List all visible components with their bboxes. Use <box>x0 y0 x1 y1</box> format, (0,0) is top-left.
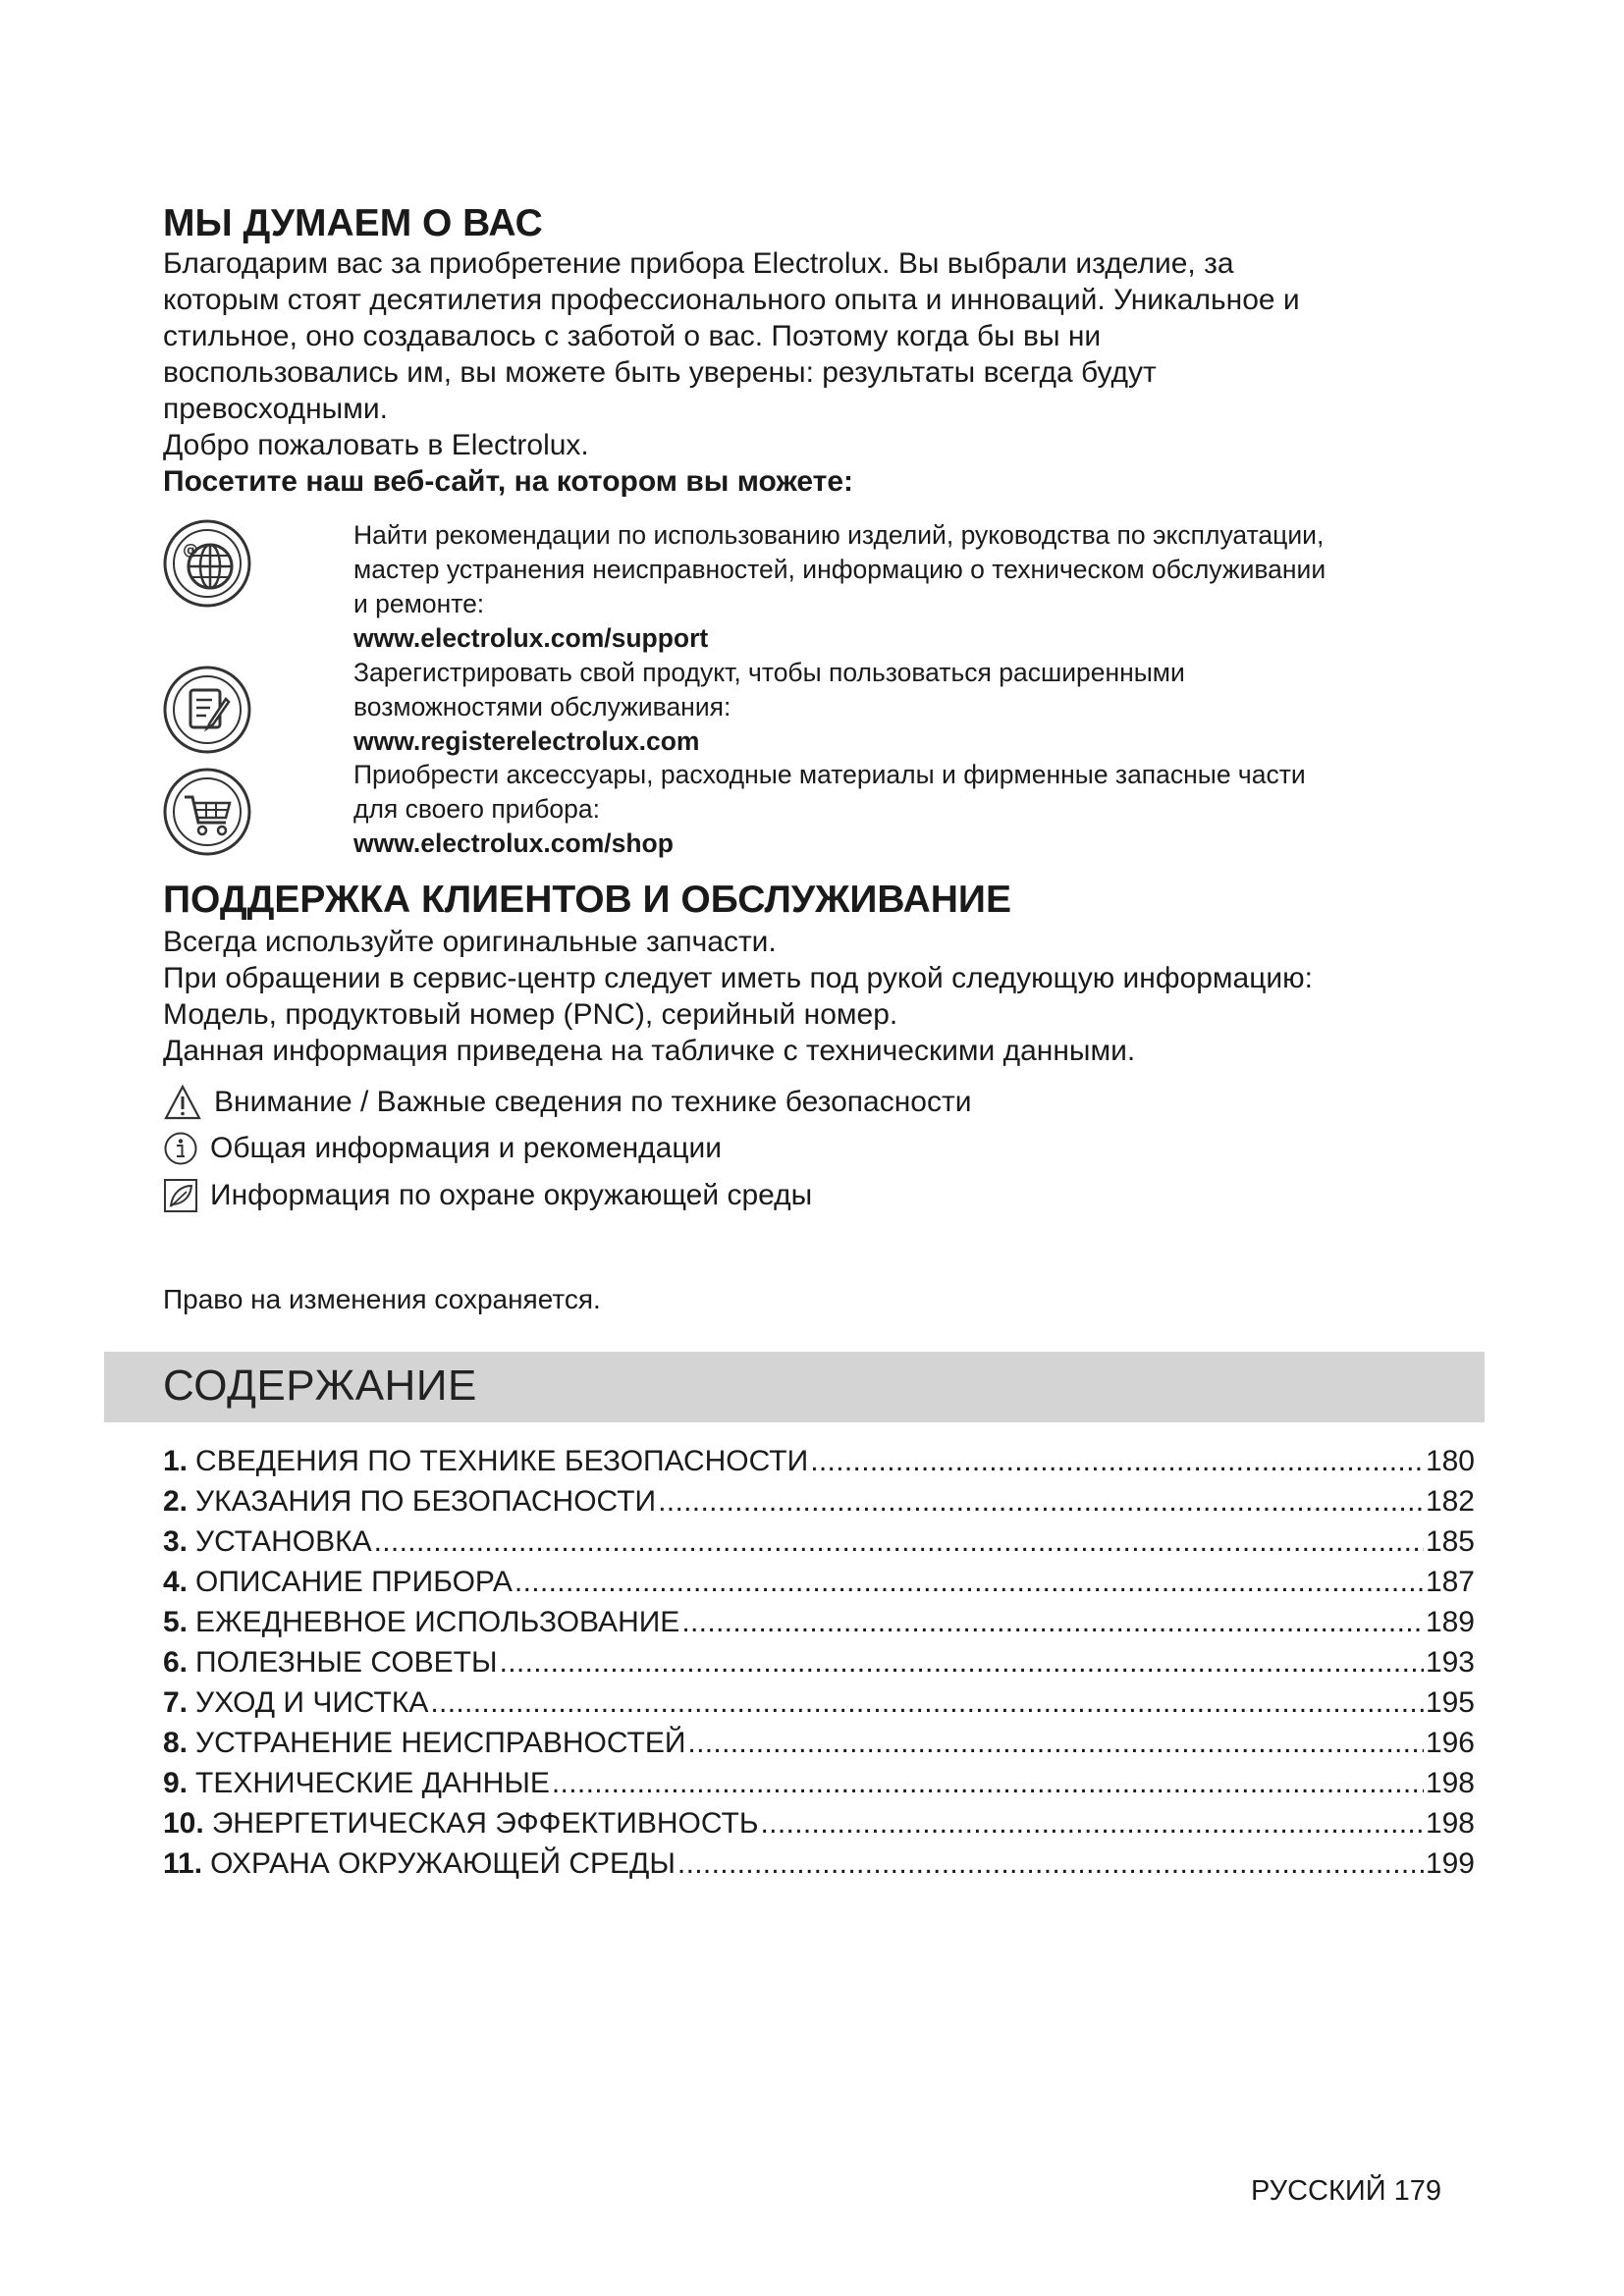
web-item-line: для своего прибора: <box>353 794 600 824</box>
web-item-line: Найти рекомендации по использованию изделий, руководства по эксплуатации, <box>353 520 1325 550</box>
toc-item-page: 180 <box>1425 1445 1475 1477</box>
toc-item[interactable] <box>163 1682 1475 1723</box>
toc-item[interactable] <box>163 1481 1475 1522</box>
legend-info <box>163 1129 722 1168</box>
toc-item-number: 1. <box>163 1445 189 1477</box>
toc-item-number: 8. <box>163 1727 189 1759</box>
toc-item-label: ЭНЕРГЕТИЧЕСКАЯ ЭФФЕКТИВНОСТЬ <box>211 1807 759 1840</box>
toc-item-number: 2. <box>163 1485 189 1518</box>
toc-item[interactable] <box>163 1843 1475 1884</box>
toc-leader-dots <box>810 1441 1424 1481</box>
toc-item[interactable] <box>163 1642 1475 1682</box>
intro-line: превосходными. <box>163 393 388 425</box>
support-line: Модель, продуктовый номер (PNC), серийный номер. <box>163 998 898 1031</box>
legend-environment <box>163 1176 812 1215</box>
web-item-line: и ремонте: <box>353 589 485 618</box>
web-item-line: возможностями обслуживания: <box>353 692 731 721</box>
toc-item-label: ЕЖЕДНЕВНОЕ ИСПОЛЬЗОВАНИЕ <box>195 1606 680 1638</box>
info-icon <box>163 1131 198 1166</box>
web-item-line: мастер устранения неисправностей, информацию о техническом обслуживании <box>353 555 1326 584</box>
toc-leader-dots <box>374 1522 1424 1562</box>
toc-leader-dots <box>761 1803 1424 1843</box>
toc-item-page: 198 <box>1425 1767 1475 1799</box>
toc-leader-dots <box>658 1481 1424 1522</box>
shop-url-link[interactable]: www.electrolux.com/shop <box>353 828 674 858</box>
toc-item[interactable] <box>163 1763 1475 1803</box>
toc-item-page: 199 <box>1425 1847 1475 1880</box>
toc-item[interactable] <box>163 1441 1475 1481</box>
intro-paragraph <box>163 245 1469 500</box>
toc-item-number: 4. <box>163 1566 189 1598</box>
toc-leader-dots <box>430 1682 1424 1723</box>
toc-item-label: УХОД И ЧИСТКА <box>195 1686 429 1719</box>
toc-item-page: 185 <box>1425 1525 1475 1558</box>
warning-triangle-icon <box>163 1084 202 1121</box>
web-item-support <box>353 518 1473 656</box>
support-url-link[interactable]: www.electrolux.com/support <box>353 623 709 653</box>
toc-item-label: ПОЛЕЗНЫЕ СОВЕТЫ <box>195 1646 498 1679</box>
toc-item-number: 10. <box>163 1807 204 1840</box>
page-footer-language-page-number: РУССКИЙ 179 <box>1250 2175 1441 2207</box>
toc-leader-dots <box>552 1763 1424 1803</box>
toc-item[interactable] <box>163 1562 1475 1602</box>
toc-title: СОДЕРЖАНИЕ <box>163 1362 477 1410</box>
intro-line: Благодарим вас за приобретение прибора Electrolux. Вы выбрали изделие, за <box>163 247 1234 280</box>
globe-icon <box>161 517 253 610</box>
section-title-we-think-of-you: МЫ ДУМАЕМ О ВАС <box>163 202 543 244</box>
svg-text:@: @ <box>183 540 198 559</box>
rights-reserved-note: Право на изменения сохраняется. <box>163 1284 601 1314</box>
shopping-cart-icon <box>161 766 253 858</box>
toc-item-label: ОХРАНА ОКРУЖАЮЩЕЙ СРЕДЫ <box>210 1847 676 1880</box>
intro-line: Добро пожаловать в Electrolux. <box>163 429 589 461</box>
visit-website-label: Посетите наш веб-сайт, на котором вы можете: <box>163 465 853 498</box>
section-title-customer-support: ПОДДЕРЖКА КЛИЕНТОВ И ОБСЛУЖИВАНИЕ <box>163 879 1011 921</box>
toc-item-page: 198 <box>1425 1807 1475 1840</box>
legend-text: Общая информация и рекомендации <box>210 1132 723 1164</box>
toc-item-label: УСТАНОВКА <box>195 1525 372 1558</box>
toc-item-number: 5. <box>163 1606 189 1638</box>
toc-item-label: ТЕХНИЧЕСКИЕ ДАННЫЕ <box>195 1767 550 1799</box>
toc-item-page: 182 <box>1425 1485 1475 1518</box>
register-url-link[interactable]: www.registerelectrolux.com <box>353 726 700 756</box>
table-of-contents <box>163 1441 1475 1884</box>
toc-item[interactable] <box>163 1522 1475 1562</box>
toc-item-number: 9. <box>163 1767 189 1799</box>
web-item-shop <box>353 758 1473 861</box>
toc-item[interactable] <box>163 1803 1475 1843</box>
toc-item-label: ОПИСАНИЕ ПРИБОРА <box>195 1566 513 1598</box>
toc-item-page: 196 <box>1425 1727 1475 1759</box>
legend-text: Внимание / Важные сведения по технике безопасности <box>214 1086 972 1118</box>
intro-line: которым стоят десятилетия профессионального опыта и инноваций. Уникальное и <box>163 284 1300 316</box>
toc-item-label: УКАЗАНИЯ ПО БЕЗОПАСНОСТИ <box>195 1485 657 1518</box>
toc-item-page: 193 <box>1425 1646 1475 1679</box>
support-line: Данная информация приведена на табличке с техническими данными. <box>163 1035 1136 1067</box>
toc-leader-dots <box>677 1843 1424 1884</box>
register-document-icon <box>161 664 253 756</box>
toc-item-number: 6. <box>163 1646 189 1679</box>
toc-item-label: СВЕДЕНИЯ ПО ТЕХНИКЕ БЕЗОПАСНОСТИ <box>195 1445 809 1477</box>
toc-item-page: 195 <box>1425 1686 1475 1719</box>
legend-warning <box>163 1083 971 1122</box>
toc-item-number: 7. <box>163 1686 189 1719</box>
legend-text: Информация по охране окружающей среды <box>210 1179 813 1211</box>
web-item-register <box>353 656 1473 759</box>
support-line: Всегда используйте оригинальные запчасти. <box>163 926 777 958</box>
intro-line: воспользовались им, вы можете быть уверены: результаты всегда будут <box>163 356 1157 389</box>
web-item-line: Зарегистрировать свой продукт, чтобы пользоваться расширенными <box>353 658 1185 687</box>
support-line: При обращении в сервис-центр следует иметь под рукой следующую информацию: <box>163 962 1313 994</box>
support-paragraph <box>163 924 1469 1069</box>
toc-item-number: 11. <box>163 1847 203 1880</box>
leaf-environment-icon <box>163 1178 198 1213</box>
toc-item-page: 189 <box>1425 1606 1475 1638</box>
toc-leader-dots <box>514 1562 1424 1602</box>
web-item-line: Приобрести аксессуары, расходные материалы и фирменные запасные части <box>353 760 1306 789</box>
toc-item-number: 3. <box>163 1525 189 1558</box>
toc-item-page: 187 <box>1425 1566 1475 1598</box>
toc-item[interactable] <box>163 1602 1475 1642</box>
toc-leader-dots <box>681 1602 1424 1642</box>
toc-item[interactable] <box>163 1723 1475 1763</box>
intro-line: стильное, оно создавалось с заботой о вас. Поэтому когда бы вы ни <box>163 320 1102 352</box>
toc-item-label: УСТРАНЕНИЕ НЕИСПРАВНОСТЕЙ <box>195 1727 686 1759</box>
toc-leader-dots <box>500 1642 1424 1682</box>
toc-leader-dots <box>687 1723 1424 1763</box>
